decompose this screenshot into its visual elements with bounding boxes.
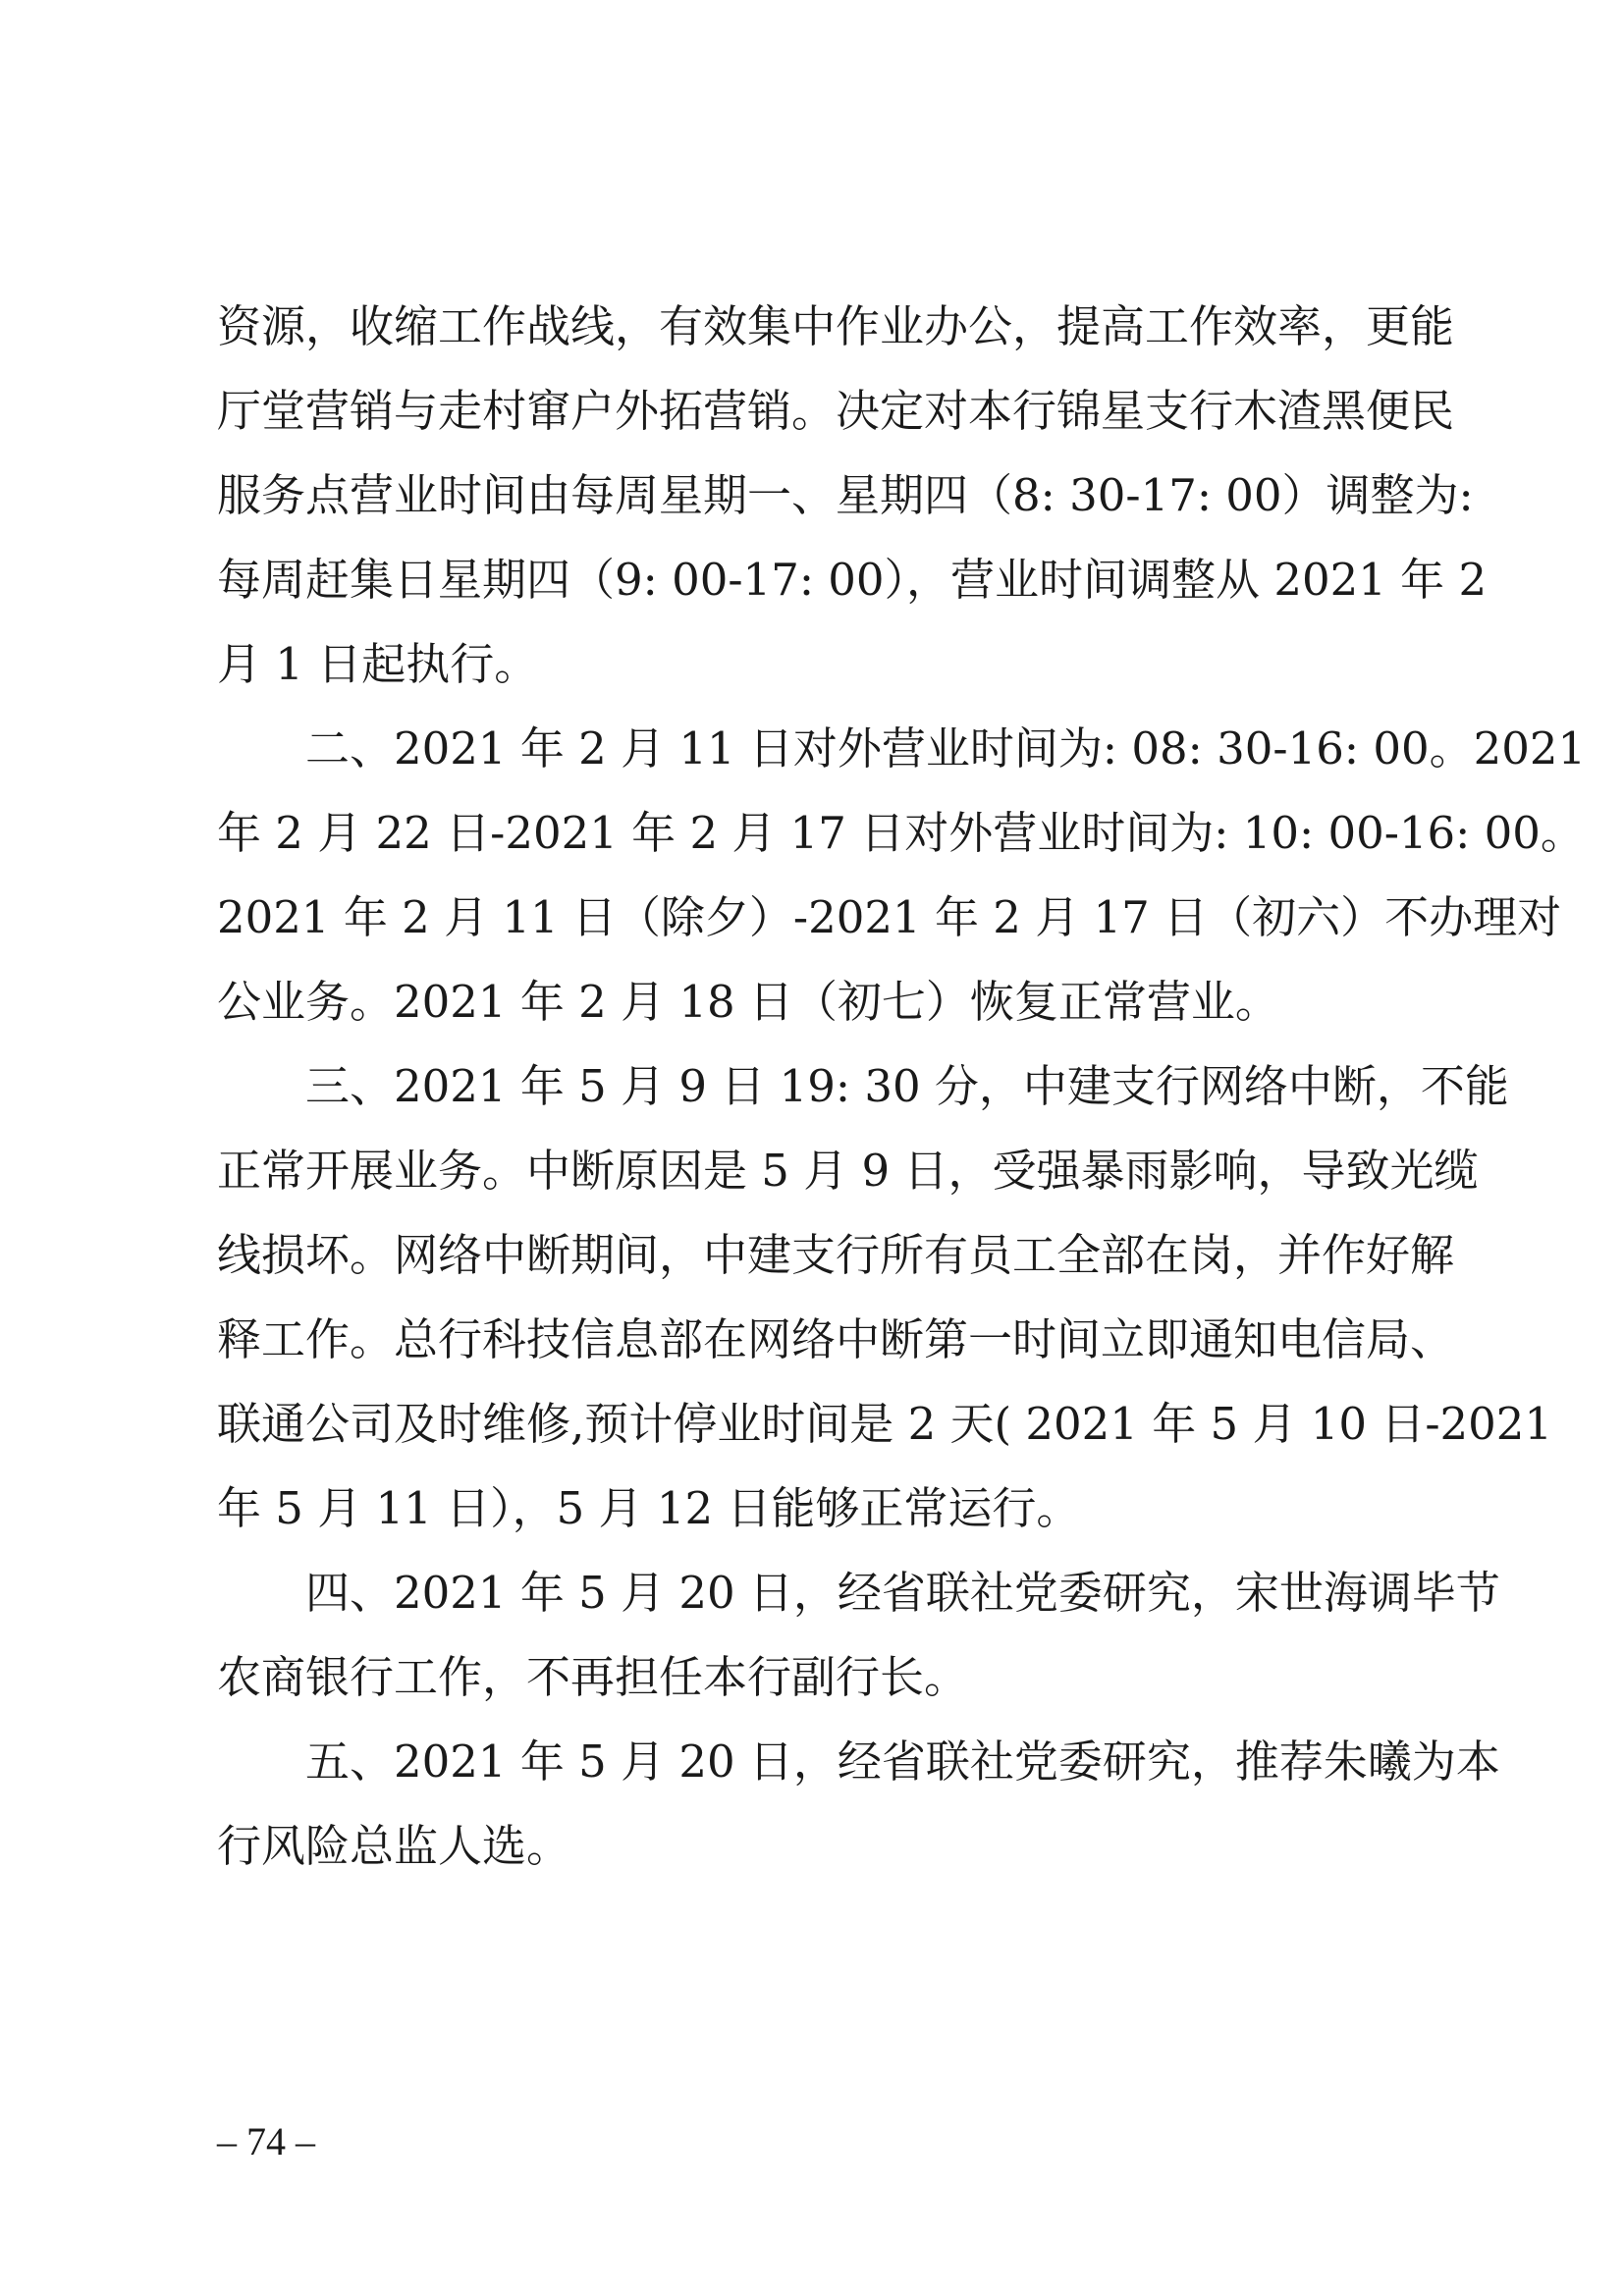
text-line: 五、2021 年 5 月 20 日，经省联社党委研究，推荐朱曦为本 [305,1735,1500,1788]
page-number: – 74 – [217,2119,315,2163]
text-line: 线损坏。网络中断期间，中建支行所有员工全部在岗，并作好解 [217,1229,1455,1281]
text-line: 联通公司及时维修,预计停业时间是 2 天( 2021 年 5 月 10 日-2021 [217,1398,1553,1450]
paragraph-item-2 [217,707,1587,1044]
paragraph-continuation [217,285,1488,707]
text-line: 厅堂营销与走村窜户外拓营销。决定对本行锦星支行木渣黑便民 [217,385,1455,437]
text-line: 行风险总监人选。 [217,1820,571,1872]
text-line: 2021 年 2 月 11 日（除夕）-2021 年 2 月 17 日（初六）不办理对 [217,891,1562,943]
text-line: 二、2021 年 2 月 11 日对外营业时间为: 08: 30-16: 00。2021 [305,722,1587,774]
text-line: 农商银行工作，不再担任本行副行长。 [217,1651,969,1703]
text-line: 资源，收缩工作战线，有效集中作业办公，提高工作效率，更能 [217,300,1455,352]
text-line: 每周赶集日星期四（9: 00-17: 00），营业时间调整从 2021 年 2 [217,554,1488,606]
text-line: 月 1 日起执行。 [217,638,539,690]
text-line: 服务点营业时间由每周星期一、星期四（8: 30-17: 00）调整为: [217,469,1474,521]
paragraph-item-4 [217,1551,1500,1720]
text-line: 四、2021 年 5 月 20 日，经省联社党委研究，宋世海调毕节 [305,1567,1500,1619]
body-text [217,285,1587,1889]
text-line: 公业务。2021 年 2 月 18 日（初七）恢复正常营业。 [217,976,1279,1028]
text-line: 三、2021 年 5 月 9 日 19: 30 分，中建支行网络中断，不能 [305,1060,1509,1112]
text-line: 年 2 月 22 日-2021 年 2 月 17 日对外营业时间为: 10: 00-16: 00。 [217,807,1585,859]
text-line: 释工作。总行科技信息部在网络中断第一时间立即通知电信局、 [217,1313,1455,1365]
text-line: 正常开展业务。中断原因是 5 月 9 日，受强暴雨影响，导致光缆 [217,1145,1479,1197]
text-line: 年 5 月 11 日），5 月 12 日能够正常运行。 [217,1482,1081,1534]
paragraph-item-5 [217,1720,1500,1889]
paragraph-item-3 [217,1044,1553,1551]
